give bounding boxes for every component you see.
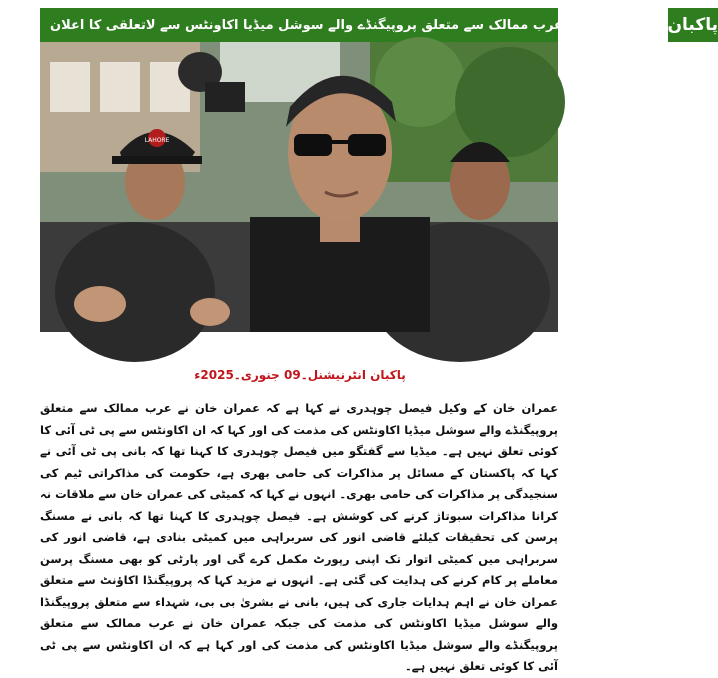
dateline: پاکبان انٹرنیشنل۔09 جنوری۔2025ء: [194, 368, 406, 382]
cap-logo-text: LAHORE: [144, 137, 170, 144]
article-body: [40, 398, 558, 678]
news-photo: [40, 42, 558, 332]
photo-illustration: [40, 42, 558, 332]
headline: عمران خان کا عرب ممالک سے متعلق پروپیگنڈے والے سوشل میڈیا اکاونٹس سے لاتعلقی کا اعلان: [50, 17, 656, 33]
article-paragraph: عمران خان کے وکیل فیصل چوہدری نے کہا ہے کہ عمران خان نے عرب ممالک سے متعلق پروپیگنڈے والے سوشل میڈیا اکاونٹس کی مذمت کی اور کہا کہ ان اکاونٹس سے پی ٹی آئی کا کوئی تعلق نہیں ہے۔ میڈیا سے گفتگو میں فیصل چوہدری کا کہنا تھا کہ بانی پی ٹی آئی نے کہا کہ پاکستان کے مسائل پر مذاکرات کی حامی بھری ہے، حکومت کی مذاکراتی ٹیم کی سنجیدگی پر مذاکرات کی حامی بھری۔ انہوں نے کہا کہ کمیٹی کی عمران خان سے ملاقات نہ کرانا مذاکرات سبوتاژ کرنے کی کوشش ہے۔ فیصل چوہدری کا کہنا تھا کہ بانی نے مسنگ پرسن کی تحقیقات کیلئے قاضی انور کی سربراہی میں کمیٹی بنادی ہے، قاضی انور کی سربراہی میں کمیٹی اتوار تک اپنی رپورٹ مکمل کرے گی اور پارٹی کو بھی مسنگ پرسن معاملے پر کام کرنے کی ہدایت کی گئی ہے۔ انہوں نے مزید کہا کہ پروپیگنڈا اکاؤنٹ سے متعلق عمران خان نے اہم ہدایات جاری کی ہیں، بانی نے بشریٰ بی بی، شہداء سے متعلق پروپیگنڈا والے سوشل میڈیا اکاونٹس کی مذمت کی جبکہ عمران خان نے عرب ممالک سے متعلق پروپیگنڈے والے سوشل میڈیا اکاونٹس کی مذمت کی اور کہا ہے کہ ان اکاونٹس سے پی ٹی آئی کا کوئی تعلق نہیں ہے۔: [40, 401, 558, 673]
header-bar: [40, 8, 718, 42]
brand-tag: پاکبان: [666, 8, 718, 42]
